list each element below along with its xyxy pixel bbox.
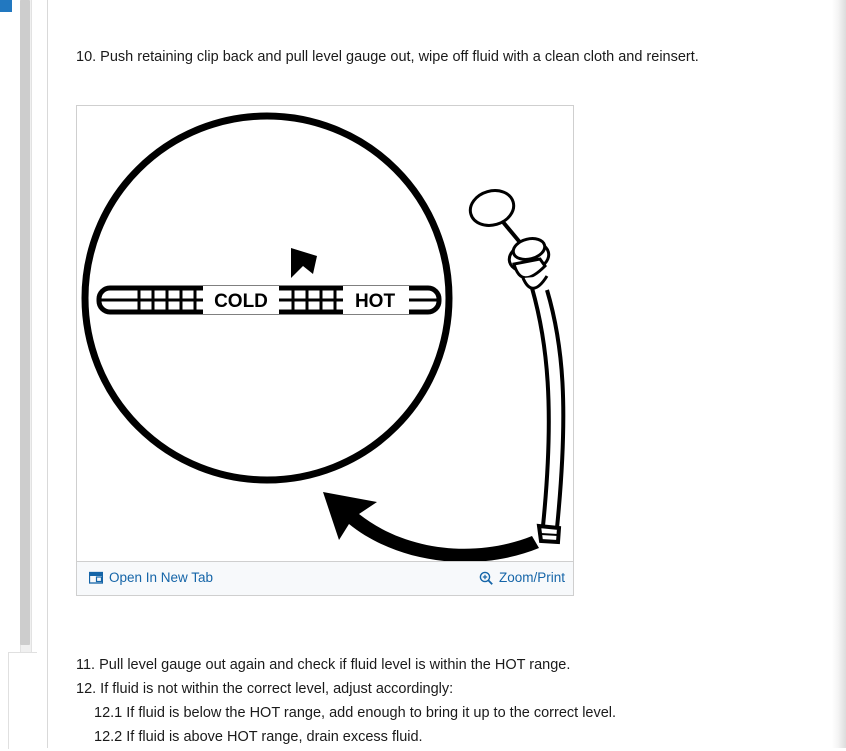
pointer-arrow bbox=[291, 248, 317, 278]
zoom-print-button[interactable] bbox=[479, 570, 565, 585]
open-in-new-tab-button[interactable] bbox=[89, 570, 213, 585]
open-in-new-tab-label: Open In New Tab bbox=[109, 570, 214, 585]
right-edge-shadow bbox=[832, 0, 846, 748]
new-tab-icon bbox=[89, 571, 103, 584]
zoom-print-label: Zoom/Print bbox=[499, 570, 566, 585]
gauge-bar bbox=[99, 286, 439, 314]
step-12-text: 12. If fluid is not within the correct level, adjust accordingly: bbox=[76, 681, 454, 698]
blue-marker bbox=[0, 0, 12, 12]
dipstick-diagram bbox=[77, 106, 573, 561]
step-10-text: 10. Push retaining clip back and pull level gauge out, wipe off fluid with a clean cloth and reinsert. bbox=[76, 49, 699, 65]
left-rail bbox=[0, 0, 48, 748]
step-12-1-text: 12.1 If fluid is below the HOT range, add enough to bring it up to the correct level. bbox=[94, 705, 617, 722]
step-12-2-text: 12.2 If fluid is above HOT range, drain excess fluid. bbox=[94, 729, 423, 746]
gauge-label-cold: COLD bbox=[214, 291, 268, 312]
document-content bbox=[48, 0, 832, 748]
gauge-label-hot: HOT bbox=[354, 291, 396, 312]
magnifier-plus-icon bbox=[479, 571, 493, 585]
scrollbar-thumb[interactable] bbox=[20, 0, 30, 645]
figure-card bbox=[76, 105, 574, 596]
dipstick-shaft bbox=[532, 288, 549, 526]
dipstick bbox=[466, 186, 552, 289]
figure-illustration[interactable] bbox=[77, 106, 573, 561]
panel-corner-box bbox=[8, 652, 37, 749]
steps-list bbox=[76, 655, 816, 751]
figure-toolbar bbox=[77, 561, 573, 595]
curved-arrow bbox=[323, 492, 539, 561]
step-11-text: 11. Pull level gauge out again and check if fluid level is within the HOT range. bbox=[76, 657, 571, 673]
